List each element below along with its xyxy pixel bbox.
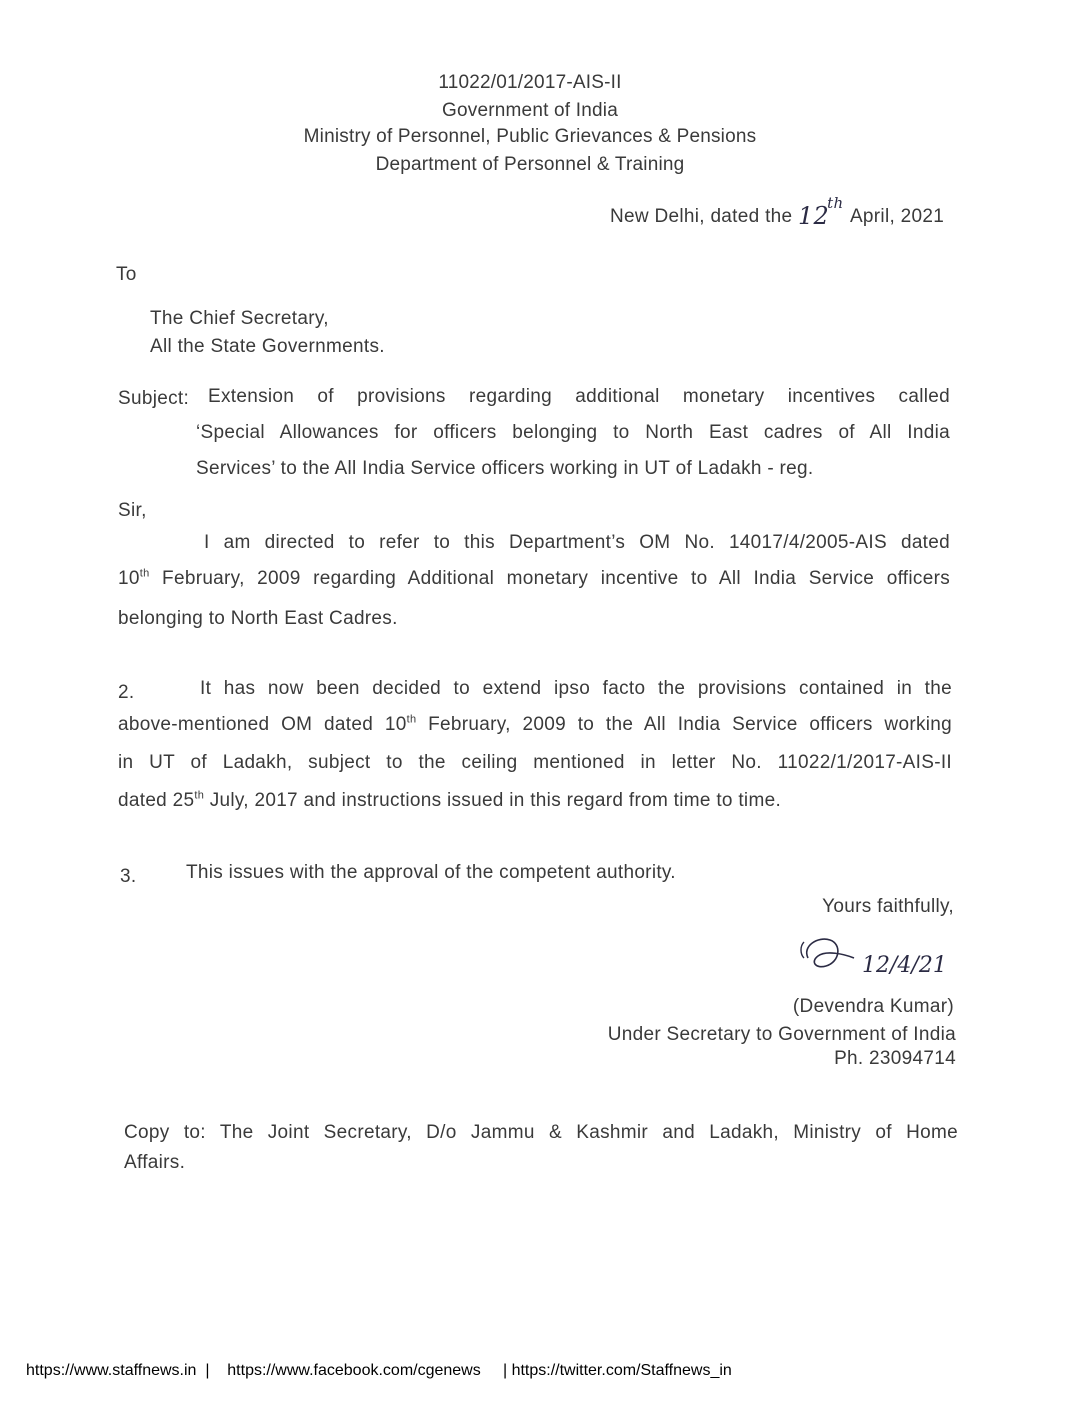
salutation: Sir, [118,500,147,521]
subject-line-3: Services’ to the All India Service officers working in UT of Ladakh - reg. [196,458,814,479]
para1-line-2-day: 10 [118,568,140,589]
signatory-phone: Ph. 23094714 [834,1048,956,1069]
date-day-handwritten: 12 [797,202,830,230]
date-line [610,194,950,230]
addressee-line-2: All the State Governments. [150,336,385,357]
signatory-name: (Devendra Kumar) [792,996,954,1017]
signatory-designation: Under Secretary to Government of India [607,1024,956,1045]
para2-line-1: It has now been decided to extend ipso facto the provisions contained in the [200,678,952,699]
para2-line-2 [118,714,952,736]
copy-to-line-1: Copy to: The Joint Secretary, D/o Jammu & Kashmir and Ladakh, Ministry of Home [124,1122,958,1143]
copy-to-line-2: Affairs. [124,1152,186,1173]
para2-line-4 [118,790,781,812]
para2-line-4-a: dated 25 [118,790,195,811]
footer-separator-1: | [196,1362,228,1379]
para3-number: 3. [120,866,137,887]
signature-stroke [807,939,854,967]
date-prefix: New Delhi, dated the [610,206,793,227]
para1-line-2-rest: February, 2009 regarding Additional monetary incentive to All India Service officers [149,568,950,589]
subject-line-2: ‘Special Allowances for officers belonging to North East cadres of All India [196,422,950,443]
para1-line-2-sup: th [139,567,150,580]
para2-line-4-sup: th [194,789,205,802]
date-day-suffix-handwritten: th [827,194,844,212]
para2-number: 2. [118,682,135,703]
footer-link-staffnews[interactable]: https://www.staffnews.in [26,1362,197,1379]
para2-line-3: in UT of Ladakh, subject to the ceiling mentioned in letter No. 11022/1/2017-AIS-II [118,752,952,773]
para2-line-4-b: July, 2017 and instructions issued in this regard from time to time. [204,790,782,811]
file-number: 11022/01/2017-AIS-II [438,72,622,93]
signature-flourish [801,942,804,958]
footer-link-facebook[interactable]: https://www.facebook.com/cgenews [227,1362,481,1379]
signature-mark [796,928,976,984]
addressee-line-1: The Chief Secretary, [150,308,329,329]
footer-link-twitter[interactable]: https://twitter.com/Staffnews_in [511,1362,732,1379]
para2-line-2-b: February, 2009 to the All India Service officers working [416,714,953,735]
para1-line-1: I am directed to refer to this Department’s OM No. 14017/4/2005-AIS dated [204,532,950,553]
subject-line-1: Extension of provisions regarding additional monetary incentives called [208,386,950,407]
para2-line-2-sup: th [406,713,417,726]
signature-date-handwritten: 12/4/21 [862,953,947,978]
para1-line-2 [118,568,950,590]
subject-label: Subject: [118,388,190,409]
government-heading: Government of India [442,100,618,121]
department-heading: Department of Personnel & Training [375,154,685,175]
ministry-heading: Ministry of Personnel, Public Grievances & Pensions [303,126,757,147]
para1-line-3: belonging to North East Cadres. [118,608,398,629]
to-label: To [116,264,137,285]
footer-separator-2: | [480,1362,512,1379]
para2-line-2-a: above-mentioned OM dated 10 [118,714,407,735]
footer-links [26,1362,732,1380]
closing: Yours faithfully, [822,896,954,917]
para3-text: This issues with the approval of the competent authority. [186,862,676,883]
date-month-year: April, 2021 [849,206,945,227]
